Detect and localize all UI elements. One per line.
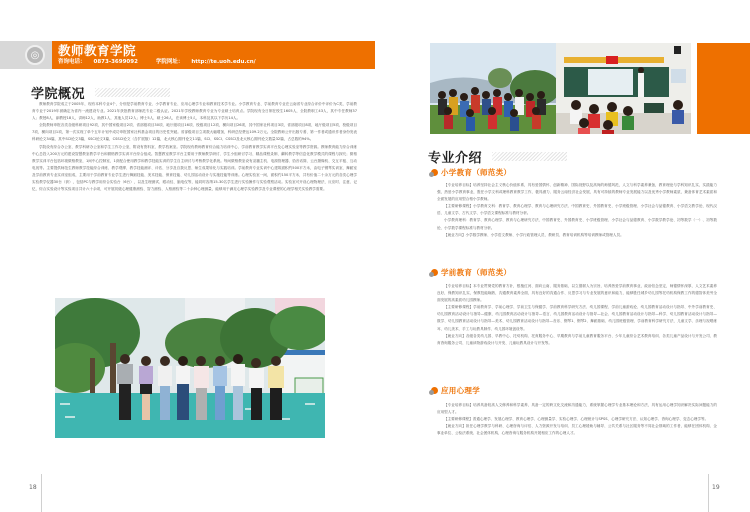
major-primary-education-body: [437, 182, 717, 239]
website-label: 学院网址：: [155, 59, 184, 65]
bullet-dot-icon: [429, 387, 438, 395]
major-title: 小学教育（师范类）: [441, 168, 512, 177]
major-title: 学前教育（师范类）: [441, 268, 512, 277]
major-title: 应用心理学: [441, 386, 480, 395]
majors-title: 专业介绍: [428, 151, 483, 166]
page-number-left: 18: [29, 484, 37, 491]
phone-label: 咨询电话：: [58, 59, 86, 65]
children-photo: [430, 43, 558, 134]
overview-paragraph: 全院教师申报各类各级科研项目92项，其中国家级项目2项、省部级项目30项、地厅级项目16项、校级项目12项，横向项目26项，其中国家社科项目3项，省部级项目8项，地厅级项目5项，校级项目7项，横向项目1项，第一次实现了单个五年计划中成功申报国家社科基金项目的历史性突破。省部级项目立项数大幅增加，科研总经费达109.2万元。全院教师公开出版专著、第一作者或通讯作者身份发表科研论文34篇，其中SCI论文3篇，SSCI论文3篇，CSSCI论文（含扩展版）12篇，北大核心期刊论文11篇，SCI、SSCI、CSSCI及北大核心期刊论文数量32篇，占总数的94%。: [32, 123, 357, 142]
overview-paragraph: 学院设有综合办公室、教学科研办公室和学生工作办公室，附设有资料室、教学档案室。学院现有教师教育综合能力培训中心、学前教育教学实训平台及心理实验室等教学资源。教师教育能力综合训练中心总投入200万元的建设智慧教室教学平台和微格教学实训平台综合组成。智慧教室教学平台主要用于教师教学研讨、学生小组研讨学习、精品课程录制、翻转教学等信息化教学模式的课程与探究；微格教学实训平台包括环境微格教室，1间中心控制室，1套配合使用教学和教学技能实训的学生自主研讨与考核教学化系统。每间微格教室设有录播主机、电源管理器、拾音话筒、云台摄像机、交互平板、互动电视等。主要提供师范生教师教学技能综合训练、教学观摩、教学技能测评、评估、分享及自我反思、师生成果转化与实践培训。学前教育专业实训中心建筑面积约500平方米，由电子钢琴实训室、舞蹈室及学前教育专业实训室组成，主要用于学前教育专业学生进行舞蹈技能、美术技能、保育技能、幼儿园活动设计与实施技能等训练。心理实验室一间，面积约150平方米，共有价值二十余万元的各类心理学实验教学仪器30台（套），包括PC与教学用综合实验台（6台），以及生理测试、眼动仪、脑电仪等，能同时容纳15-30名学生进行实验操作与实验观察活动。实验室可开设心理物理法、反应时、注意、记忆、综合实验设计等实验项目共计六十余项，可开展初级心理健康测验、智力测验、人格测验等二十余种心理测量，能够用于满足心理学实验教学及专业课程的心理学相关实验教学需要。: [32, 144, 357, 192]
bullet-dot-icon: [429, 169, 438, 177]
major-paragraph: 【就业方向】小学数学教师、小学语文教师、小学行政管理人员、教研员、教育培训机构等培训教师或管理人员。: [444, 232, 624, 237]
right-orange-block: [697, 43, 750, 134]
overview-paragraph: 教师教育学院成立于2005年，现有本科专业4个，分别是学前教育专业、小学教育专业、应用心理学专业和教育技术学专业。小学教育专业、学前教育专业在云南省专业综合评价中评价为C类，学前教育专业于2019年被确定为省内一流建设专业。2021年获批教育部师范专业二级认证。2021年学校教师教育专业为专业硕士培育点。学院现有全日制在校生1605人，全院教职工43人，其中专任教师37人；教授8人，副教授18人，讲师12人，助教1人，其他人员12人；博士5人，硕士26人，在读博士5人，本科及其以下学历14人。: [32, 102, 357, 121]
heading-hatch-decoration: [492, 152, 567, 161]
major-paragraph: 【就业方向】担任心理学教学与科研、心理咨询与评估、人力资源开发与培训、员工心理援助与辅导、公共关系与社区服务等不同社会领域的工作者，能够在团体机构、企事业单位、公检法系统、社会团体机构，心理咨询与服务机构开展相应工作的心理人才。: [437, 424, 717, 436]
overview-body: [32, 101, 357, 193]
major-paragraph: 【专业培养目标】培养坚持社会主义核心价值体系，具有爱国情怀、创新精神、国际视野以及高尚的师德风范，人文与科学素养兼备，教育理论与学科知识扎实，实践能力强，热爱小学教育事业，胜任小学文科或理科教育教学工作，极具潜力、服务云南经济社会发展，具有可持续的教师专业发展能力以及优秀小学教师素质，兼备体育艺术素质和全面发展的应用型合格小学教师。: [437, 183, 717, 202]
page-number-right: 19: [712, 484, 720, 491]
major-paragraph: 【主要研修课程】小学教育文科：教育学、教育心理学、教育与心理研究方法、中国教育史、外国教育史、小学班级管理、小学社会与品德教育、小学语文教学论、现代汉语、儿童文学、古代文学、小学语文课程标准与教材分析。: [437, 204, 717, 216]
major-preschool-education-body: [437, 283, 717, 347]
heading-hatch-decoration: [95, 88, 170, 97]
contact-info: [58, 58, 375, 66]
major-applied-psychology-body: [437, 402, 717, 437]
college-logo-icon: ◎: [25, 45, 45, 65]
majors-heading: [428, 147, 567, 166]
header-orange-band: [52, 41, 375, 69]
major-primary-education: [429, 167, 511, 178]
major-paragraph: 【专业培养目标】培养具备较高人文修养和科学素养，具备一定的跨文化交流和沟通能力，系统掌握心理学专业基本理论和方法，具有运用心理学知识解决实际问题能力的应用型人才。: [437, 403, 717, 415]
major-paragraph: 【就业方向】各级各类幼儿园、早教中心、托幼机构、托育服务中心、早期教育与学前儿童教育服务平台、少年儿童综合艺术教育培训、各类儿童产品设计与开发公司、教育咨询服务公司、儿童读物游戏设计与开发、儿童玩教具设计与开发等。: [437, 333, 717, 345]
classroom-photo: [556, 43, 691, 134]
group-photo: [55, 298, 325, 438]
major-paragraph: 【主要研修课程】普通心理学、发展心理学、教育心理学、心理测量学、实验心理学、心理统计与SPSS、心理学研究方法、认知心理学、咨询心理学、变态心理学等。: [444, 417, 709, 422]
footer-divider: [708, 474, 709, 512]
major-preschool-education: [429, 267, 511, 278]
overview-heading: [31, 83, 170, 102]
major-paragraph: 【专业培养目标】本专业贯彻党的教育方针，根植红河、面向云南、服务基础，以立德树人为宗旨，培养热爱学前教育事业，政治信念坚定，师德情怀深厚，人文艺术素养良好，保教知识扎实，保教技能娴熟，沟通教育素养全面，具有良好的沟通合作、反思学习与专业发展的意识和能力，能够胜任城乡幼儿园等托幼机构保教工作的德智体美劳全面发展的高素质幼儿园教师。: [437, 284, 717, 303]
website-link[interactable]: http://te.uoh.edu.cn/: [191, 59, 256, 65]
footer-divider: [41, 474, 42, 512]
major-paragraph: 【主要研修课程】学前教育学、学前心理学、学前卫生与保健学、学前教育科学研究方法、幼儿园课程、学前儿童游戏论、幼儿园教育活动设计与指导、中外学前教育史、幼儿园教育活动设计与指导—健康、幼儿园教育活动设计与指导—语言、幼儿园教育活动设计与指导—社会、幼儿园教育活动设计与指导—科学、幼儿园教育活动设计与指导—数学、幼儿园教育活动设计与指导—美术、幼儿园教育活动设计与指导—音乐、钢琴1、钢琴2、舞蹈基础、幼儿园班级管理、学前教育科学研究方法、儿童文学、乐理与视唱练耳、幼儿美术、手工与玩教具制作、幼儿园环境创设等。: [437, 305, 717, 331]
major-applied-psychology: [429, 385, 480, 396]
college-title: 教师教育学院: [58, 43, 137, 58]
phone-number: 0873-3699092: [93, 59, 138, 65]
major-paragraph: 小学教育理科：教育学、教育心理学、教育与心理研究方法、中国教育史、外国教育史、小学班级管理、小学社会与品德教育、小学数学教学论、初等数学（一）、初等数论、小学数学课程标准与教材分析。: [437, 218, 717, 230]
bullet-dot-icon: [429, 269, 438, 277]
overview-title: 学院概况: [31, 87, 86, 102]
